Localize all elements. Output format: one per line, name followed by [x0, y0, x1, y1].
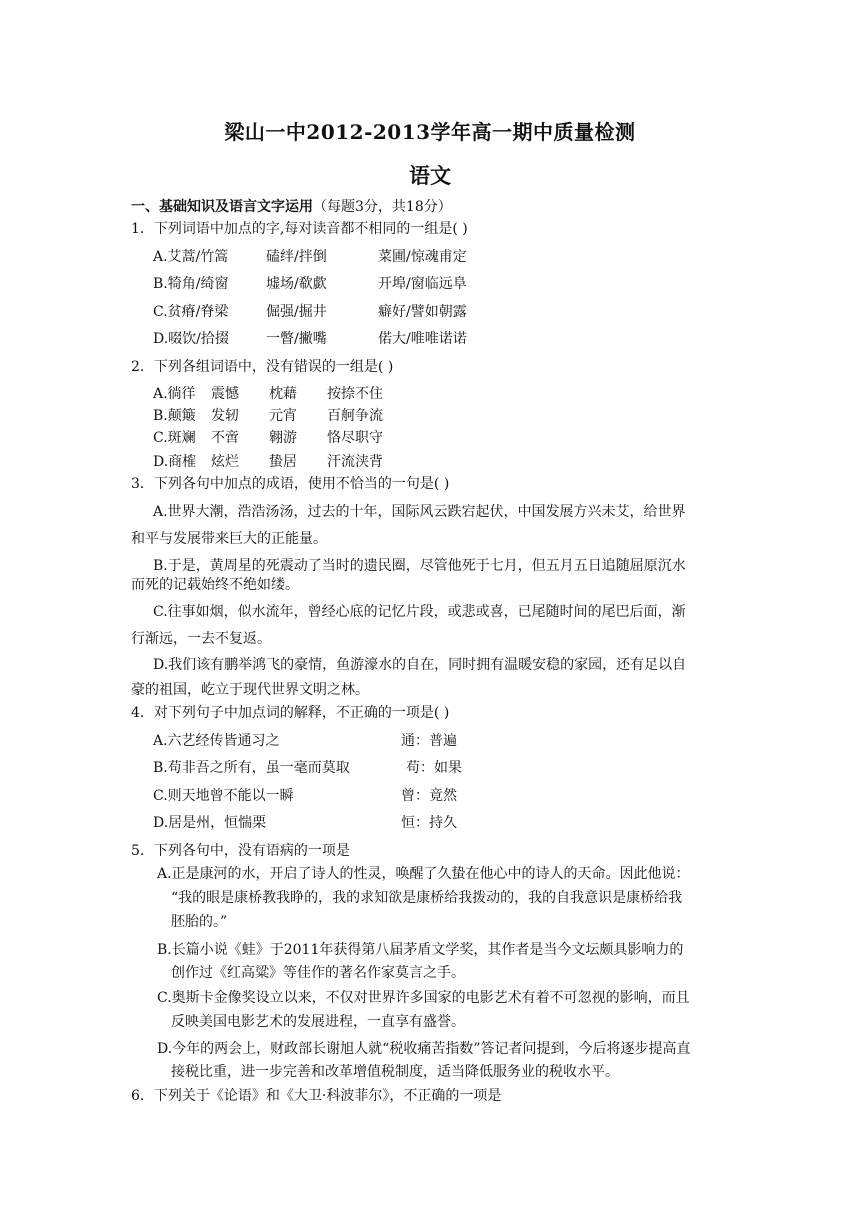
cell: D.商榷	[153, 454, 197, 470]
question-3-option-c-line2: 行渐远，一去不复返。	[131, 631, 271, 647]
sentence: B.苟非吾之所有，虽一毫而莫取	[153, 760, 350, 776]
question-1-option-d	[153, 329, 467, 349]
cell: 一瞥/撇嘴	[266, 331, 327, 347]
question-1-option-b	[153, 274, 467, 294]
question-3-option-c-line1: C.往事如烟，似水流年，曾经心底的记忆片段，或悲或喜，已尾随时间的尾巴后面，渐	[153, 604, 686, 620]
question-2-option-d	[153, 452, 383, 472]
section-heading-note: （每题3分，共18分）	[313, 199, 452, 215]
question-2-option-c	[153, 428, 383, 448]
explanation: 通：普遍	[401, 733, 457, 749]
question-5-option-c-line2: 反映美国电影艺术的发展进程，一直享有盛誉。	[171, 1014, 465, 1030]
cell: D.啜饮/拾掇	[153, 331, 229, 347]
cell: 菜圃/惊魂甫定	[378, 249, 467, 265]
cell: 蛰居	[269, 454, 297, 470]
cell: 恪尽职守	[327, 430, 383, 446]
sentence: D.居是州，恒惴栗	[153, 815, 267, 831]
cell: 汗流浃背	[327, 454, 383, 470]
question-5-stem: 5．下列各句中，没有语病的一项是	[131, 843, 350, 859]
cell: A.徜徉	[153, 386, 196, 402]
explanation: 恒：持久	[401, 815, 457, 831]
cell: C.贫瘠/脊梁	[153, 304, 229, 320]
question-5-option-d-line2: 接税比重，进一步完善和改革增值税制度，适当降低服务业的税收水平。	[171, 1064, 619, 1080]
question-1-option-c	[153, 302, 467, 322]
question-4-option-d	[153, 813, 457, 833]
cell: 偌大/唯唯诺诺	[378, 331, 467, 347]
question-3-option-b-line1: B.于是，黄周星的死震动了当时的遗民圈，尽管他死于七月，但五月五日追随屈原沉水	[153, 558, 686, 574]
question-3-option-a-line1: A.世界大潮，浩浩汤汤，过去的十年，国际风云跌宕起伏，中国发展方兴未艾，给世界	[153, 504, 686, 520]
question-4-option-c	[153, 786, 457, 806]
question-2-option-b	[153, 406, 383, 426]
cell: 墟场/欷歔	[266, 276, 327, 292]
cell: 开埠/窗临远阜	[378, 276, 467, 292]
question-2-stem: 2．下列各组词语中，没有错误的一组是( )	[131, 359, 394, 375]
question-3-option-d-line2: 豪的祖国，屹立于现代世界文明之林。	[131, 682, 369, 698]
question-2-option-a	[153, 384, 383, 404]
subject-title: 语文	[409, 163, 451, 188]
section-heading	[131, 197, 452, 217]
question-1-stem: 1．下列词语中加点的字,每对读音都不相同的一组是( )	[131, 221, 468, 237]
question-5-option-d-line1: D.今年的两会上，财政部长谢旭人就“税收痛苦指数”答记者问提到，今后将逐步提高直	[157, 1041, 691, 1057]
question-5-option-c-line1: C.奥斯卡金像奖设立以来，不仅对世界许多国家的电影艺术有着不可忽视的影响，而且	[157, 990, 690, 1006]
cell: 震憾	[211, 386, 239, 402]
question-4-option-a	[153, 731, 457, 751]
question-5-option-b-line2: 创作过《红高粱》等佳作的著名作家莫言之手。	[171, 965, 465, 981]
question-4-option-b	[153, 758, 462, 778]
question-1-option-a	[153, 247, 467, 267]
question-5-option-a-line1: A.正是康河的水，开启了诗人的性灵，唤醒了久蛰在他心中的诗人的天命。因此他说：	[157, 866, 690, 882]
cell: A.艾蒿/竹篙	[153, 249, 229, 265]
cell: 发轫	[211, 408, 239, 424]
question-3-stem: 3．下列各句中加点的成语，使用不恰当的一句是( )	[131, 476, 450, 492]
cell: C.斑斓	[153, 430, 196, 446]
cell: 元宵	[269, 408, 297, 424]
question-6-stem: 6．下列关于《论语》和《大卫·科波菲尔》，不正确的一项是	[131, 1088, 502, 1104]
cell: 炫烂	[211, 454, 239, 470]
cell: 不啻	[211, 430, 239, 446]
question-5-option-a-line3: 胚胎的。”	[171, 914, 228, 930]
cell: 癖好/譬如朝露	[378, 304, 467, 320]
cell: B.犄角/绮窗	[153, 276, 229, 292]
cell: 百舸争流	[327, 408, 383, 424]
cell: 枕藉	[269, 386, 297, 402]
sentence: A.六艺经传皆通习之	[153, 733, 280, 749]
question-5-option-a-line2: “我的眼是康桥教我睁的，我的求知欲是康桥给我拨动的，我的自我意识是康桥给我	[171, 890, 683, 906]
cell: 磕绊/拌倒	[266, 249, 327, 265]
question-4-stem: 4．对下列句子中加点词的解释，不正确的一项是( )	[131, 705, 450, 721]
cell: 翱游	[269, 430, 297, 446]
question-3-option-b-line2: 而死的记载始终不绝如缕。	[131, 577, 299, 593]
explanation: 苟：如果	[406, 760, 462, 776]
explanation: 曾：竟然	[401, 788, 457, 804]
sentence: C.则天地曾不能以一瞬	[153, 788, 294, 804]
section-heading-label: 一、基础知识及语言文字运用	[131, 199, 313, 215]
cell: 按捺不住	[327, 386, 383, 402]
question-3-option-a-line2: 和平与发展带来巨大的正能量。	[131, 531, 327, 547]
cell: 倔强/掘井	[266, 304, 327, 320]
question-3-option-d-line1: D.我们该有鹏举鸿飞的豪情，鱼游濠水的自在，同时拥有温暖安稳的家园，还有足以自	[153, 657, 687, 673]
cell: B.颠簸	[153, 408, 196, 424]
question-5-option-b-line1: B.长篇小说《蛙》于2011年获得第八届茅盾文学奖，其作者是当今文坛颇具影响力的	[157, 942, 684, 958]
exam-title: 梁山一中2012-2013学年高一期中质量检测	[224, 120, 636, 144]
